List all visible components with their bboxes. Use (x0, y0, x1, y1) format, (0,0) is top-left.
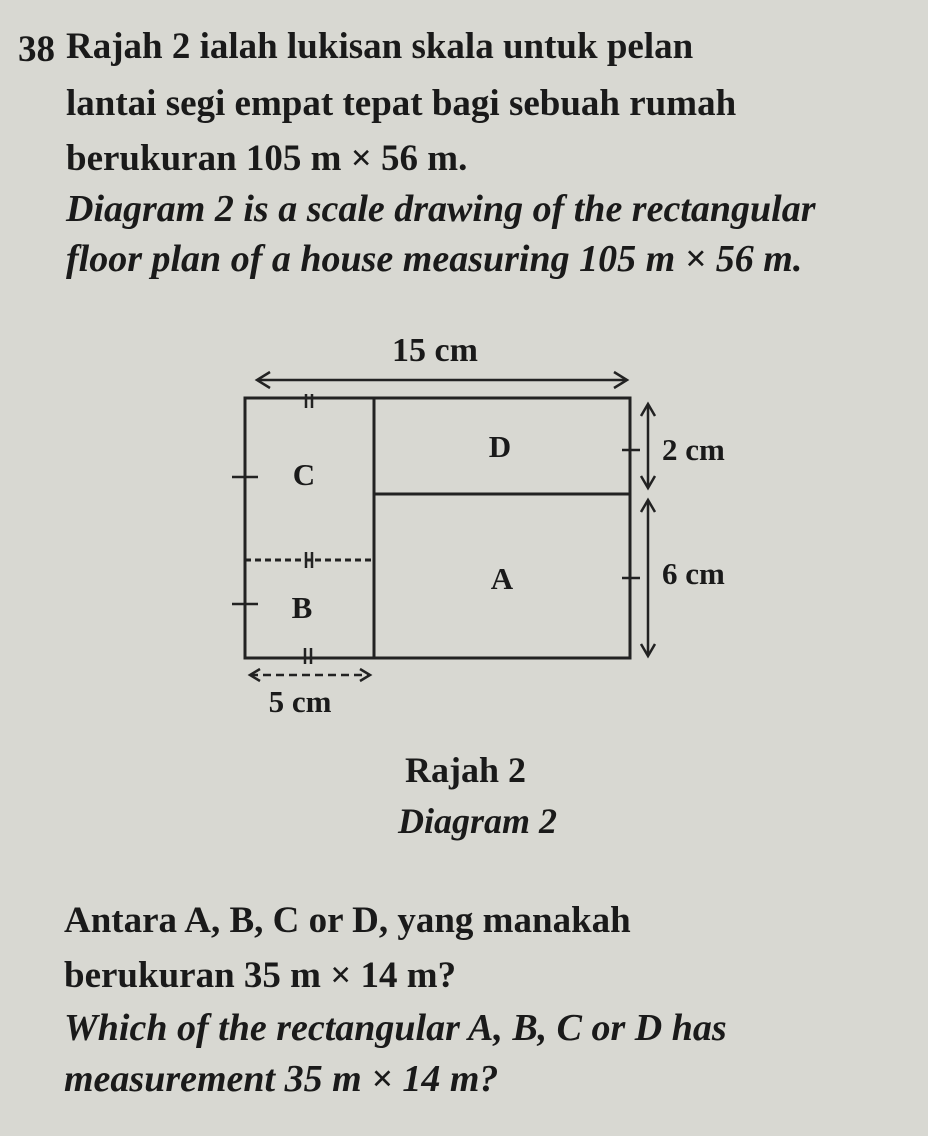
diagram-caption-malay: Rajah 2 (405, 750, 527, 790)
question-english-line-2: floor plan of a house measuring 105 m × 56 m. (66, 238, 803, 280)
diagram-caption-english: Diagram 2 (398, 801, 558, 841)
question-malay-line-1: Rajah 2 ialah lukisan skala untuk pelan (66, 26, 694, 67)
room-a-label: A (490, 561, 514, 596)
question-malay-line-2: lantai segi empat tepat bagi sebuah rumah (66, 83, 737, 124)
top-dimension-label: 15 cm (392, 332, 478, 369)
prompt-english-line-1: Which of the rectangular A, B, C or D has (64, 1007, 727, 1049)
prompt-malay-line-2: berukuran 35 m × 14 m? (64, 955, 457, 996)
question-malay-line-3: berukuran 105 m × 56 m. (66, 138, 468, 179)
bottom-dimension-label: 5 cm (268, 684, 332, 719)
question-number: 38 (18, 29, 55, 70)
prompt-english-line-2: measurement 35 m × 14 m? (64, 1058, 499, 1100)
prompt-malay-line-1: Antara A, B, C or D, yang manakah (64, 900, 631, 941)
bottom-dimension-group (250, 648, 370, 681)
room-b-label: B (291, 590, 313, 625)
room-c-label: C (292, 457, 316, 492)
right-top-dimension-label: 2 cm (662, 432, 725, 467)
right-bottom-dimension-label: 6 cm (662, 556, 725, 591)
room-d-label: D (488, 429, 512, 464)
question-english-line-1: Diagram 2 is a scale drawing of the rectangular (66, 188, 816, 230)
top-dimension-group (257, 372, 627, 408)
right-dimension-group (622, 404, 655, 656)
